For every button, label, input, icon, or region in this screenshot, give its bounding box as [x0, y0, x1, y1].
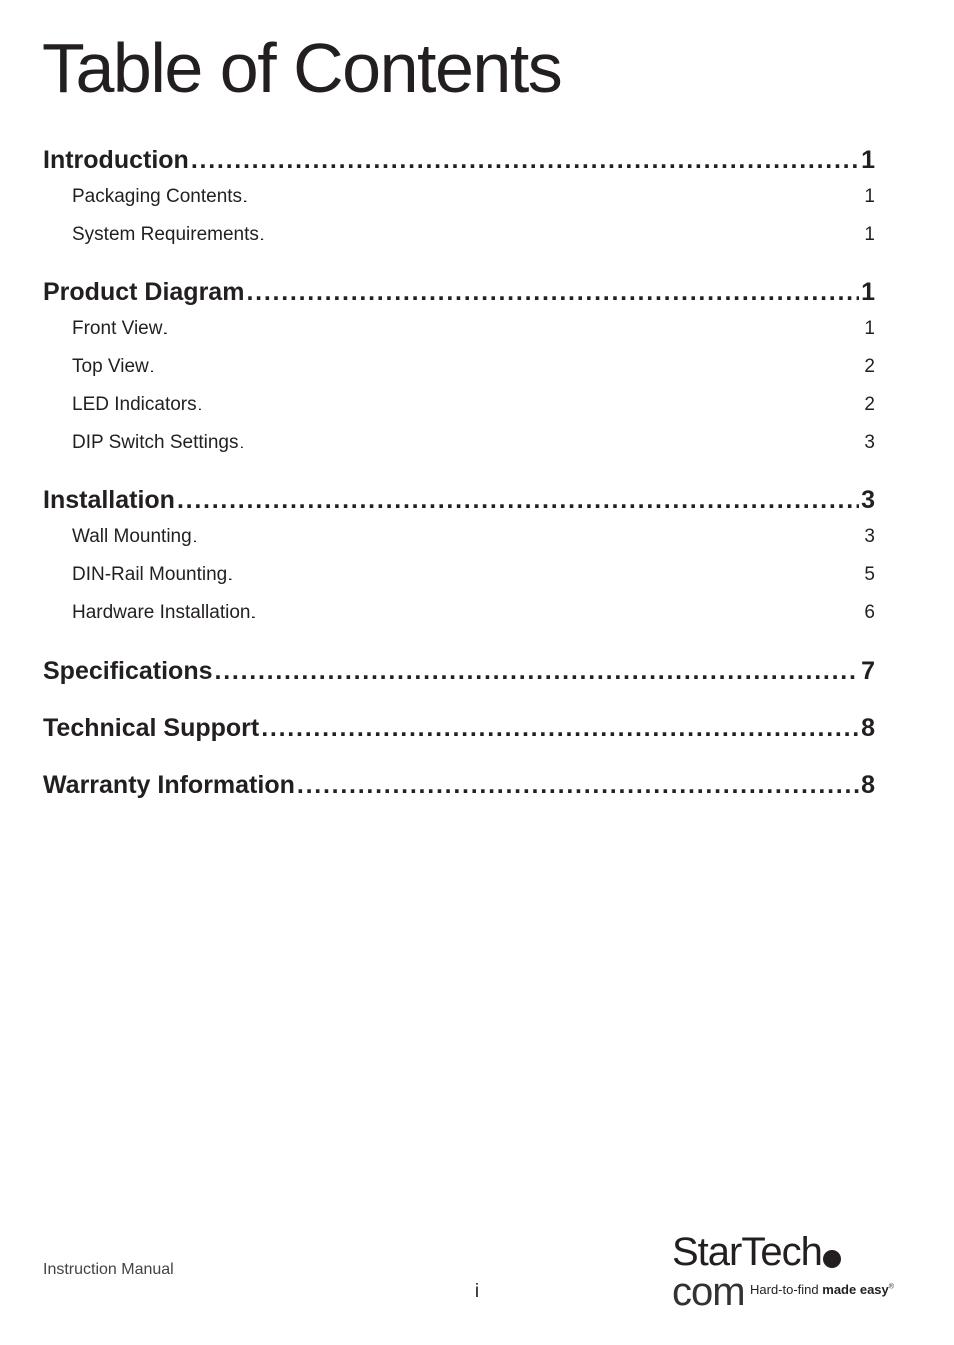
- toc-page-number: 1: [864, 186, 875, 207]
- logo-dot-icon: [823, 1250, 841, 1268]
- toc-page-number: 6: [864, 602, 875, 623]
- dot-leader: [177, 486, 859, 515]
- toc-page-number: 3: [864, 526, 875, 547]
- logo-tagline: [750, 1282, 894, 1297]
- toc-label: Hardware Installation: [72, 602, 251, 623]
- logo-wordmark: [672, 1232, 912, 1312]
- dot-leader: [297, 771, 859, 800]
- toc-entry-product-diagram[interactable]: [43, 278, 875, 318]
- logo-tagline-bold: made easy: [822, 1282, 889, 1297]
- toc-entry-top-view[interactable]: [43, 356, 875, 394]
- toc-entry-warranty-information[interactable]: [43, 771, 875, 811]
- toc-page-number: 3: [861, 486, 875, 514]
- toc-entry-installation[interactable]: [43, 486, 875, 526]
- dot-leader: [199, 399, 863, 413]
- toc-page-number: 8: [861, 714, 875, 742]
- logo-tagline-normal: Hard-to-find: [750, 1282, 819, 1297]
- toc-entry-introduction[interactable]: [43, 146, 875, 186]
- toc-label: Warranty Information: [43, 771, 295, 799]
- toc-label: Top View: [72, 356, 149, 377]
- dot-leader: [241, 437, 863, 451]
- dot-leader: [194, 531, 863, 545]
- toc-page-number: 1: [861, 146, 875, 174]
- toc-label: Technical Support: [43, 714, 260, 742]
- toc-page-number: 3: [864, 432, 875, 453]
- toc-entry-din-rail-mounting[interactable]: [43, 564, 875, 602]
- toc-label: Introduction: [43, 146, 189, 174]
- toc-label: Wall Mounting: [72, 526, 192, 547]
- toc-label: LED Indicators: [72, 394, 197, 415]
- dot-leader: [252, 607, 862, 621]
- toc-entry-dip-switch-settings[interactable]: [43, 432, 875, 470]
- toc-label: Installation: [43, 486, 175, 514]
- toc-label: Packaging Contents: [72, 186, 243, 207]
- dot-leader: [215, 657, 860, 686]
- toc-page-number: 5: [864, 564, 875, 585]
- toc-label: DIP Switch Settings: [72, 432, 239, 453]
- toc-page-number: 2: [864, 394, 875, 415]
- toc-entry-technical-support[interactable]: [43, 714, 875, 754]
- toc-entry-led-indicators[interactable]: [43, 394, 875, 432]
- toc-page-number: 2: [864, 356, 875, 377]
- dot-leader: [191, 146, 859, 175]
- registered-mark: ®: [888, 1283, 894, 1291]
- table-of-contents: [43, 146, 875, 811]
- toc-label: System Requirements: [72, 224, 259, 245]
- toc-page-number: 1: [864, 224, 875, 245]
- page-title: Table of Contents: [42, 29, 562, 107]
- dot-leader: [164, 323, 862, 337]
- toc-page-number: 1: [861, 278, 875, 306]
- dot-leader: [246, 278, 859, 307]
- dot-leader: [229, 569, 862, 583]
- toc-label: Specifications: [43, 657, 213, 685]
- toc-entry-front-view[interactable]: [43, 318, 875, 356]
- toc-entry-specifications[interactable]: [43, 657, 875, 697]
- toc-label: Front View: [72, 318, 163, 339]
- dot-leader: [151, 361, 863, 375]
- toc-label: DIN-Rail Mounting: [72, 564, 228, 585]
- footer-document-type: Instruction Manual: [43, 1261, 174, 1278]
- toc-label: Product Diagram: [43, 278, 245, 306]
- toc-page-number: 7: [861, 657, 875, 685]
- startech-logo: [672, 1230, 912, 1314]
- toc-entry-wall-mounting[interactable]: [43, 526, 875, 564]
- logo-word-right: com: [672, 1270, 745, 1314]
- dot-leader: [244, 191, 862, 205]
- dot-leader: [261, 229, 863, 243]
- logo-word-left: StarTech: [672, 1230, 822, 1274]
- dot-leader: [261, 714, 859, 743]
- toc-page-number: 1: [864, 318, 875, 339]
- toc-page-number: 8: [861, 771, 875, 799]
- toc-entry-packaging-contents[interactable]: [43, 186, 875, 224]
- toc-entry-hardware-installation[interactable]: [43, 602, 875, 640]
- toc-entry-system-requirements[interactable]: [43, 224, 875, 262]
- footer-page-number: i: [474, 1281, 480, 1302]
